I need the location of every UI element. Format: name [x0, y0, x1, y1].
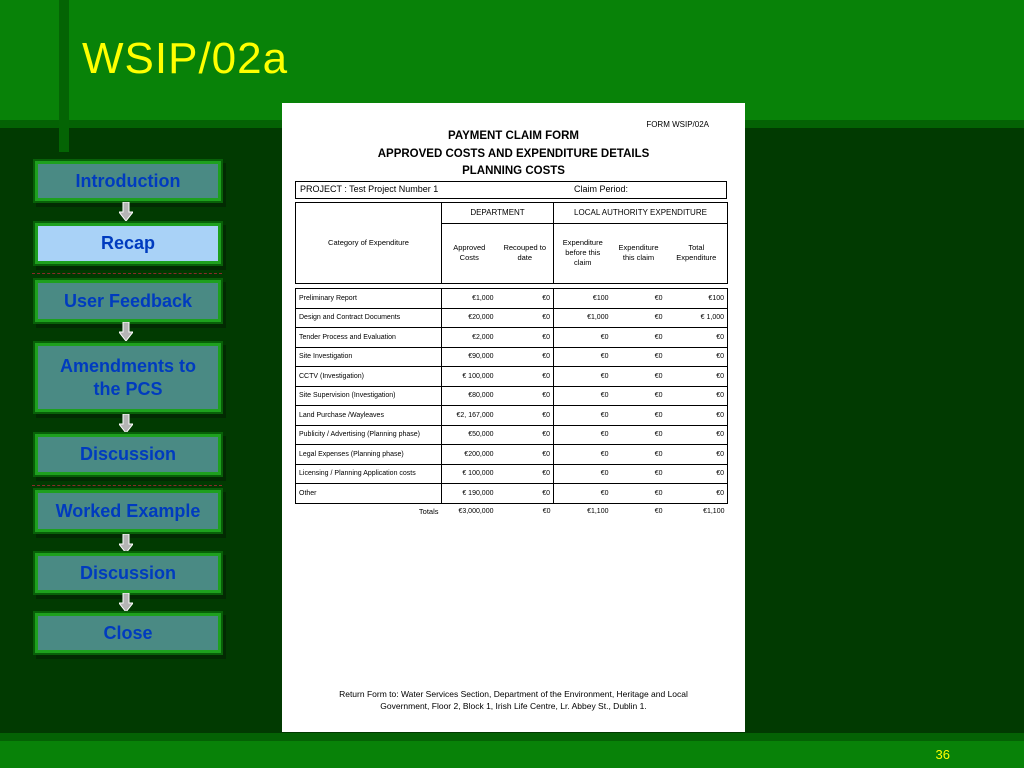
row-this: €0 — [612, 445, 666, 465]
row-total: €0 — [666, 328, 728, 348]
form-subheading: APPROVED COSTS AND EXPENDITURE DETAILS — [377, 148, 650, 160]
row-category: Tender Process and Evaluation — [296, 328, 442, 348]
row-category: Publicity / Advertising (Planning phase) — [296, 425, 442, 445]
row-approved: €200,000 — [442, 445, 497, 465]
down-arrow-icon — [119, 322, 133, 341]
table-row — [296, 386, 728, 406]
row-before: €0 — [554, 406, 612, 426]
nav-separator — [32, 273, 222, 274]
row-category: Other — [296, 484, 442, 504]
row-recouped: €0 — [497, 347, 554, 367]
col-recouped-header: Recouped to date — [497, 223, 554, 283]
row-this: €0 — [612, 386, 666, 406]
row-this: €0 — [612, 406, 666, 426]
accent-bar — [59, 0, 69, 152]
totals-recouped: €0 — [542, 508, 551, 515]
row-this: €0 — [612, 367, 666, 387]
row-recouped: €0 — [497, 484, 554, 504]
row-before: €0 — [554, 386, 612, 406]
row-total: €0 — [666, 367, 728, 387]
down-arrow-icon — [119, 534, 133, 553]
row-recouped: €0 — [497, 289, 554, 309]
row-before: €0 — [554, 445, 612, 465]
row-this: €0 — [612, 347, 666, 367]
nav-user-feedback-button[interactable]: User Feedback — [35, 280, 221, 322]
payment-claim-form — [282, 103, 745, 732]
nav-amendments-button[interactable]: Amendments to the PCS — [35, 343, 221, 412]
row-before: €0 — [554, 425, 612, 445]
row-this: €0 — [612, 484, 666, 504]
footer-band — [0, 741, 1024, 768]
row-category: Site Investigation — [296, 347, 442, 367]
nav-discussion-button[interactable]: Discussion — [35, 434, 221, 475]
row-approved: €90,000 — [442, 347, 497, 367]
return-address — [282, 688, 745, 712]
row-total: €0 — [666, 464, 728, 484]
return-address-line: Return Form to: Water Services Section, Department of the Environment, Heritage and Local — [339, 689, 688, 699]
table-row — [296, 484, 728, 504]
nav-close-button[interactable]: Close — [35, 613, 221, 653]
totals-before: €1,100 — [587, 508, 609, 515]
row-recouped: €0 — [497, 386, 554, 406]
project-row — [295, 181, 727, 199]
nav-worked-example-button[interactable]: Worked Example — [35, 490, 221, 532]
row-category: Site Supervision (Investigation) — [296, 386, 442, 406]
down-arrow-icon — [119, 593, 133, 612]
row-before: €1,000 — [554, 308, 612, 328]
table-row — [296, 347, 728, 367]
row-category: CCTV (Investigation) — [296, 367, 442, 387]
department-group-header: DEPARTMENT — [442, 203, 554, 224]
row-approved: €80,000 — [442, 386, 497, 406]
nav-introduction-button[interactable]: Introduction — [35, 161, 221, 201]
down-arrow-icon — [119, 414, 133, 433]
row-category: Design and Contract Documents — [296, 308, 442, 328]
row-before: €0 — [554, 328, 612, 348]
row-total: €0 — [666, 445, 728, 465]
totals-label: Totals — [418, 507, 439, 516]
totals-approved: €3,000,000 — [458, 508, 494, 515]
row-approved: €2,000 — [442, 328, 497, 348]
table-row — [296, 328, 728, 348]
row-approved: € 100,000 — [442, 464, 497, 484]
row-total: € 1,000 — [666, 308, 728, 328]
row-before: €0 — [554, 484, 612, 504]
totals-row — [296, 503, 728, 520]
row-approved: € 100,000 — [442, 367, 497, 387]
claim-period-label: Claim Period: — [574, 184, 629, 194]
row-this: €0 — [612, 289, 666, 309]
row-recouped: €0 — [497, 464, 554, 484]
return-address-line: Government, Floor 2, Block 1, Irish Life Centre, Lr. Abbey St., Dublin 1. — [380, 701, 647, 711]
table-row — [296, 406, 728, 426]
row-total: €0 — [666, 347, 728, 367]
totals-total: €1,100 — [703, 508, 725, 515]
row-recouped: €0 — [497, 328, 554, 348]
row-category: Preliminary Report — [296, 289, 442, 309]
row-category: Legal Expenses (Planning phase) — [296, 445, 442, 465]
col-total-header: Total Expenditure — [666, 223, 728, 283]
row-recouped: €0 — [497, 367, 554, 387]
nav-discussion-2-button[interactable]: Discussion — [35, 553, 221, 593]
row-approved: € 190,000 — [442, 484, 497, 504]
row-approved: €2, 167,000 — [442, 406, 497, 426]
footer-band-edge — [0, 733, 1024, 741]
row-category: Land Purchase /Wayleaves — [296, 406, 442, 426]
row-approved: €20,000 — [442, 308, 497, 328]
row-total: €100 — [666, 289, 728, 309]
row-category: Licensing / Planning Application costs — [296, 464, 442, 484]
row-approved: €50,000 — [442, 425, 497, 445]
row-recouped: €0 — [497, 445, 554, 465]
down-arrow-icon — [119, 202, 133, 221]
nav-recap-button[interactable]: Recap — [35, 223, 221, 264]
row-total: €0 — [666, 484, 728, 504]
row-approved: €1,000 — [442, 289, 497, 309]
form-heading: PAYMENT CLAIM FORM — [448, 130, 579, 142]
row-total: €0 — [666, 406, 728, 426]
row-total: €0 — [666, 425, 728, 445]
row-total: €0 — [666, 386, 728, 406]
row-before: €0 — [554, 367, 612, 387]
form-code: FORM WSIP/02A — [646, 120, 709, 129]
row-before: €0 — [554, 347, 612, 367]
table-row — [296, 367, 728, 387]
col-before-header: Expenditure before this claim — [554, 223, 612, 283]
row-recouped: €0 — [497, 406, 554, 426]
expenditure-table — [295, 202, 728, 520]
local-authority-group-header: LOCAL AUTHORITY EXPENDITURE — [554, 203, 728, 224]
row-this: €0 — [612, 328, 666, 348]
row-this: €0 — [612, 425, 666, 445]
row-recouped: €0 — [497, 425, 554, 445]
row-before: €0 — [554, 464, 612, 484]
slide-title: WSIP/02a — [82, 34, 289, 83]
project-label: PROJECT : Test Project Number 1 — [300, 184, 439, 194]
nav-separator — [32, 485, 222, 486]
col-approved-header: Approved Costs — [442, 223, 497, 283]
form-subheading-2: PLANNING COSTS — [462, 165, 565, 177]
table-row — [296, 289, 728, 309]
table-row — [296, 308, 728, 328]
col-this-header: Expenditure this claim — [612, 223, 666, 283]
row-before: €100 — [554, 289, 612, 309]
col-category-header: Category of Expenditure — [296, 203, 442, 284]
table-row — [296, 464, 728, 484]
row-this: €0 — [612, 308, 666, 328]
row-recouped: €0 — [497, 308, 554, 328]
row-this: €0 — [612, 464, 666, 484]
table-row — [296, 445, 728, 465]
totals-this: €0 — [654, 508, 663, 515]
page-number: 36 — [935, 747, 950, 762]
table-row — [296, 425, 728, 445]
